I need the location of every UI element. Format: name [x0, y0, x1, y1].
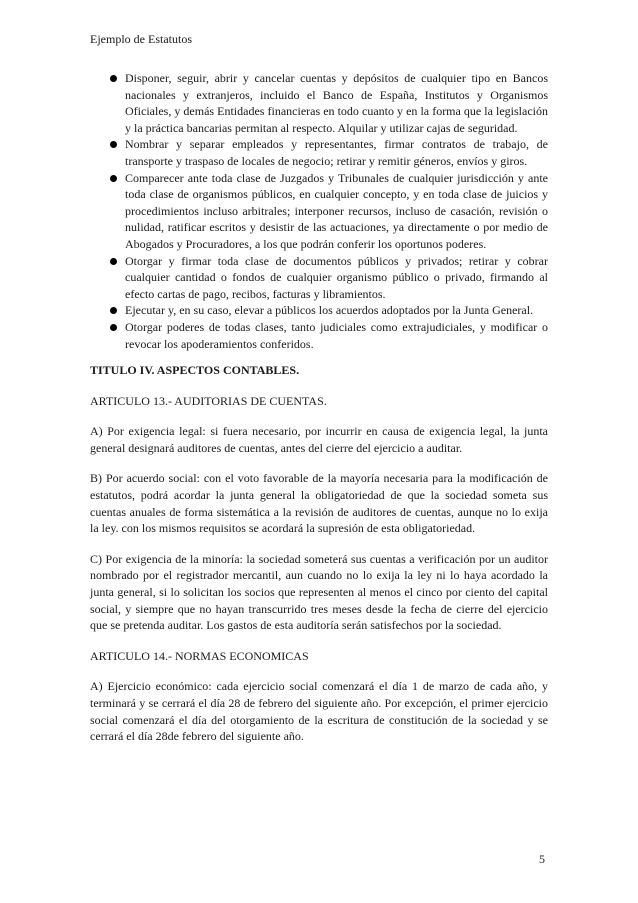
bullet-icon	[110, 258, 117, 265]
bullet-icon	[110, 324, 117, 331]
bullet-icon	[110, 307, 117, 314]
bullet-icon	[110, 75, 117, 82]
bullet-icon	[110, 141, 117, 148]
list-item	[90, 302, 548, 319]
list-item	[90, 70, 548, 136]
list-item-text: Nombrar y separar empleados y representantes, firmar contratos de trabajo, de transporte y traspaso de locales de negocio; retirar y remitir géneros, envíos y giros.	[125, 137, 548, 168]
list-item-text: Disponer, seguir, abrir y cancelar cuentas y depósitos de cualquier tipo en Bancos nacionales y extranjeros, incluido el Banco de España, Institutos y Organismos Oficiales, y demás Entidades financieras en todo cuanto y en la forma que la legislación y la práctica bancarias permitan al respecto. Alquilar y utilizar cajas de seguridad.	[125, 71, 548, 135]
list-item	[90, 319, 548, 352]
list-item-text: Otorgar y firmar toda clase de documentos públicos y privados; retirar y cobrar cualquier cantidad o fondos de cualquier organismo público o privado, firmando al efecto cartas de pago, recibos, facturas y libramientos.	[125, 253, 548, 301]
article-14-paragraph-a: A) Ejercicio económico: cada ejercicio social comenzará el día 1 de marzo de cada año, y terminará y se cerrará el día 28 de febrero del siguiente año. Por excepción, el primer ejercicio social comenzará el día del otorgamiento de la escritura de constitución de la sociedad y se cerrará el día 28de febrero del siguiente año.	[90, 679, 548, 744]
list-item	[90, 253, 548, 303]
page-number: 5	[539, 852, 545, 866]
article-13-paragraph-b: B) Por acuerdo social: con el voto favorable de la mayoría necesaria para la modificación de estatutos, podrá acordar la junta general la obligatoriedad de que la sociedad someta sus cuentas anuales de forma sistemática a la revisión de auditores de cuentas, aunque no lo exija la ley. con los mismos requisitos se acordará la supresión de esta obligatoriedad.	[90, 471, 548, 536]
article-14-heading: ARTICULO 14.- NORMAS ECONOMICAS	[90, 648, 309, 663]
title-iv-heading: TITULO IV. ASPECTOS CONTABLES.	[90, 363, 300, 378]
article-13-heading: ARTICULO 13.- AUDITORIAS DE CUENTAS.	[90, 393, 327, 408]
document-body	[90, 70, 548, 745]
bullet-icon	[110, 175, 117, 182]
article-13-paragraph-c: C) Por exigencia de la minoría: la sociedad someterá sus cuentas a verificación por un auditor nombrado por el registrador mercantil, aun cuando no lo exija la ley ni lo haya acordado la junta general, si lo solicitan los socios que representen al menos el cinco por ciento del capital social, y siempre que no hayan transcurrido tres meses desde la fecha de cierre del ejercicio que se pretenda auditar. Los gastos de esta auditoría serán satisfechos por la sociedad.	[90, 551, 548, 633]
list-item-text: Otorgar poderes de todas clases, tanto judiciales como extrajudiciales, y modificar o revocar los apoderamientos conferidos.	[125, 319, 548, 351]
powers-bullet-list	[90, 70, 548, 352]
list-item	[90, 170, 548, 253]
list-item-text: Ejecutar y, en su caso, elevar a públicos los acuerdos adoptados por la Junta General.	[125, 303, 534, 318]
article-13-paragraph-a: A) Por exigencia legal: si fuera necesario, por incurrir en causa de exigencia legal, la junta general designará auditores de cuentas, antes del cierre del ejercicio a auditar.	[90, 424, 548, 455]
page-header-title: Ejemplo de Estatutos	[90, 32, 192, 46]
list-item	[90, 136, 548, 169]
list-item-text: Comparecer ante toda clase de Juzgados y Tribunales de cualquier jurisdicción y ante toda clase de organismos públicos, en cualquier concepto, y en toda clase de juicios y procedimientos incluso arbitrales; interponer recursos, incluso de casación, revisión o nulidad, ratificar escritos y desistir de las actuaciones, ya directamente o por medio de Abogados y Procuradores, a los que podrán conferir los oportunos poderes.	[125, 170, 548, 251]
